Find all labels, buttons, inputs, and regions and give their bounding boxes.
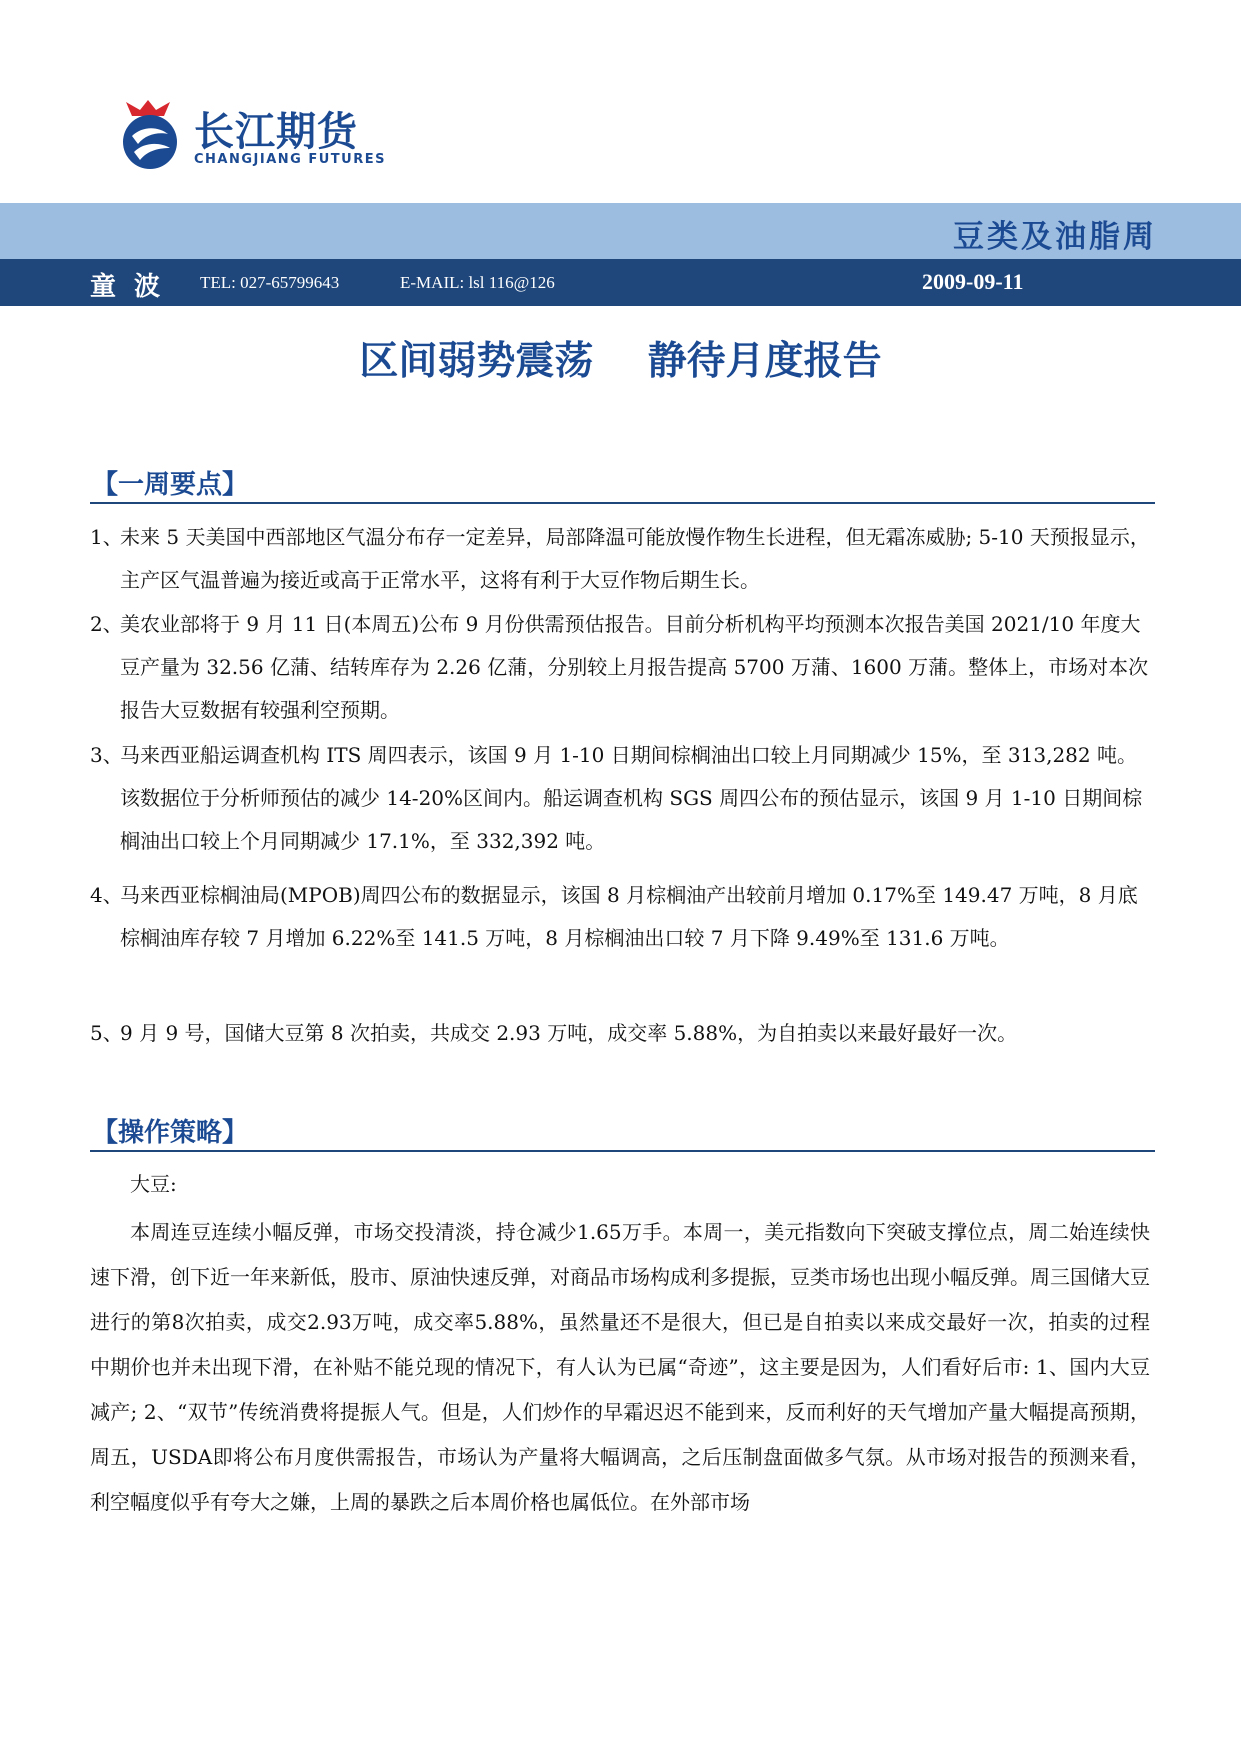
key-point-number: 3、 [90, 743, 123, 767]
report-category: 豆类及油脂周 [953, 219, 1157, 255]
author-tel: TEL: 027-65799643 [200, 273, 340, 292]
key-point-text: 美农业部将于 9 月 11 日(本周五)公布 9 月份供需预估报告。目前分析机构平均预测本次报告美国 2021/10 年度大豆产量为 32.56 亿蒲、结转库存为 2.26 亿蒲，分别较上月报告提高 5700 万蒲、1600 万蒲。整体上，市场对本次报告大豆数据有较强利空预期。 [120, 612, 1149, 722]
key-point-number: 4、 [90, 883, 123, 907]
key-point-4 [90, 874, 1150, 960]
category-band [0, 203, 1241, 259]
logo-emblem-icon [118, 96, 188, 176]
key-point-number: 1、 [90, 525, 123, 549]
key-points-heading [90, 462, 1155, 504]
logo-name-cn: 长江期货 [194, 109, 358, 155]
report-title: 区间弱势震荡 静待月度报告 [359, 339, 882, 384]
logo-name-en: CHANGJIANG FUTURES [194, 152, 386, 167]
author-name: 童波 [90, 272, 179, 302]
key-point-text: 马来西亚棕榈油局(MPOB)周四公布的数据显示，该国 8 月棕榈油产出较前月增加 0.17%至 149.47 万吨，8 月底棕榈油库存较 7 月增加 6.22%至 141.5 万吨，8 月棕榈油出口较 7 月下降 9.49%至 131.6 万吨。 [120, 883, 1138, 950]
strategy-heading-text: 【操作策略】 [92, 1118, 249, 1148]
company-logo [118, 96, 418, 178]
key-point-number: 5、 [90, 1021, 123, 1045]
strategy-paragraph: 本周连豆连续小幅反弹，市场交投清淡，持仓减少1.65万手。本周一，美元指数向下突破支撑位点，周二始连续快速下滑，创下近一年来新低，股市、原油快速反弹，对商品市场构成利多提振，豆类市场也出现小幅反弹。周三国储大豆进行的第8次拍卖，成交2.93万吨，成交率5.88%，虽然量还不是很大，但已是自拍卖以来成交最好一次，拍卖的过程中期价也并未出现下滑，在补贴不能兑现的情况下，有人认为已属“奇迹”，这主要是因为，人们看好后市: 1、国内大豆减产; 2、“双节”传统消费将提振人气。但是，人们炒作的早霜迟迟不能到来，反而利好的天气增加产量大幅提高预期，周五，USDA即将公布月度供需报告，市场认为产量将大幅调高，之后压制盘面做多气氛。从市场对报告的预测来看，利空幅度似乎有夸大之嫌，上周的暴跌之后本周价格也属低位。在外部市场 [90, 1220, 1150, 1514]
key-point-text: 9 月 9 号，国储大豆第 8 次拍卖，共成交 2.93 万吨，成交率 5.88%，为自拍卖以来最好最好一次。 [120, 1021, 1018, 1045]
key-point-5 [90, 1012, 1150, 1055]
key-point-2 [90, 603, 1150, 732]
key-point-1 [90, 516, 1150, 602]
strategy-heading [90, 1110, 1155, 1152]
key-points-heading-text: 【一周要点】 [92, 470, 249, 500]
key-point-text: 未来 5 天美国中西部地区气温分布存一定差异，局部降温可能放慢作物生长进程，但无霜冻威胁; 5-10 天预报显示，主产区气温普遍为接近或高于正常水平，这将有利于大豆作物后期生长。 [120, 525, 1150, 592]
author-band [0, 259, 1241, 306]
key-point-text: 马来西亚船运调查机构 ITS 周四表示，该国 9 月 1-10 日期间棕榈油出口较上月同期减少 15%，至 313,282 吨。该数据位于分析师预估的减少 14-20%区间内。船运调查机构 SGS 周四公布的预估显示，该国 9 月 1-10 日期间棕榈油出口较上个月同期减少 17.1%，至 332,392 吨。 [120, 743, 1143, 853]
author-email: E-MAIL: lsl 116@126 [400, 273, 555, 292]
strategy-subheading: 大豆: [130, 1172, 177, 1196]
key-point-number: 2、 [90, 612, 123, 636]
key-point-3 [90, 734, 1150, 863]
report-date: 2009-09-11 [922, 269, 1024, 294]
